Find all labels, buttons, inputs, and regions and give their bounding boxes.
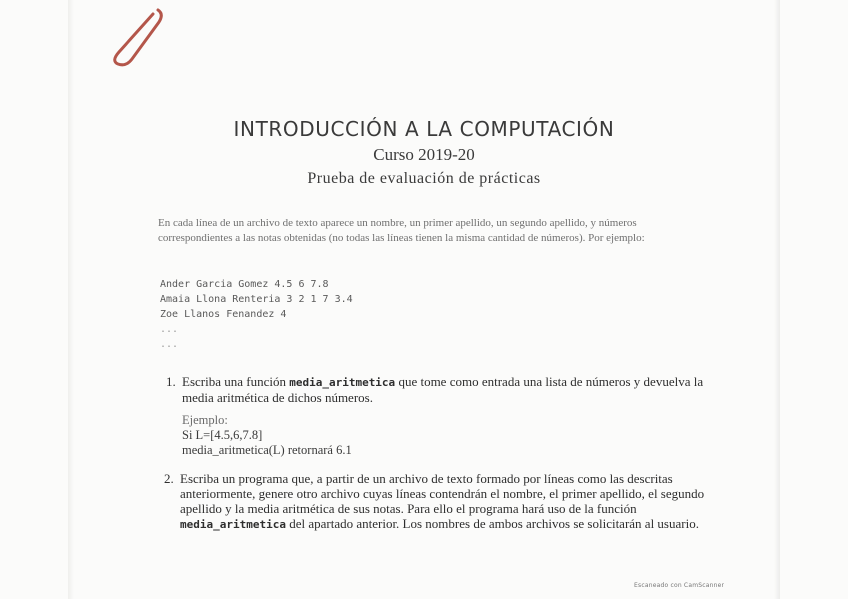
function-name: media_aritmetica	[289, 376, 396, 389]
example-block	[182, 413, 722, 458]
scanner-watermark: Escaneado con CamScanner	[634, 582, 725, 589]
question-1	[166, 374, 722, 458]
course-year: Curso 2019-20	[373, 145, 475, 164]
paperclip-icon	[96, 0, 186, 75]
intro-paragraph: En cada línea de un archivo de texto aparece un nombre, un primer apellido, un segundo apellido, y números correspondientes a las notas obtenidas (no todas las líneas tienen la misma cantidad de números). Por ejemplo:	[158, 217, 645, 244]
example-input: Si L=[4.5,6,7.8]	[182, 428, 263, 442]
question-number: 2.	[164, 471, 174, 486]
document-subtitle: Prueba de evaluación de prácticas	[307, 170, 541, 187]
question-text: Escriba un programa que, a partir de un archivo de texto formado por líneas como las descritas anteriormente, genere otro archivo cuyas líneas contendrán el nombre, el primer apellido, el segundo apellido y la media aritmética de sus notas. Para ello el programa hará uso de la función media_aritmetica del apartado anterior. Los nombres de ambos archivos se solicitarán al usuario.	[180, 471, 705, 531]
code-line: Amaia Llona Renteria 3 2 1 7 3.4	[160, 294, 353, 305]
code-line: Ander Garcia Gomez 4.5 6 7.8	[160, 279, 329, 290]
example-output: media_aritmetica(L) retornará 6.1	[182, 443, 352, 457]
code-line-ellipsis: ...	[160, 339, 179, 350]
function-name: media_aritmetica	[180, 518, 286, 531]
page-left-edge	[68, 0, 74, 599]
question-2	[164, 471, 722, 532]
page-right-edge	[774, 0, 780, 599]
example-label: Ejemplo:	[182, 413, 228, 427]
code-line-ellipsis: ...	[160, 324, 179, 335]
code-line: Zoe Llanos Fenandez 4	[160, 309, 287, 320]
example-file-content	[160, 277, 560, 352]
question-number: 1.	[166, 374, 176, 389]
question-text: Escriba una función media_aritmetica que tome como entrada una lista de números y devuelva la media aritmética de dichos números.	[182, 374, 704, 405]
document-title: INTRODUCCIÓN A LA COMPUTACIÓN	[233, 117, 615, 141]
